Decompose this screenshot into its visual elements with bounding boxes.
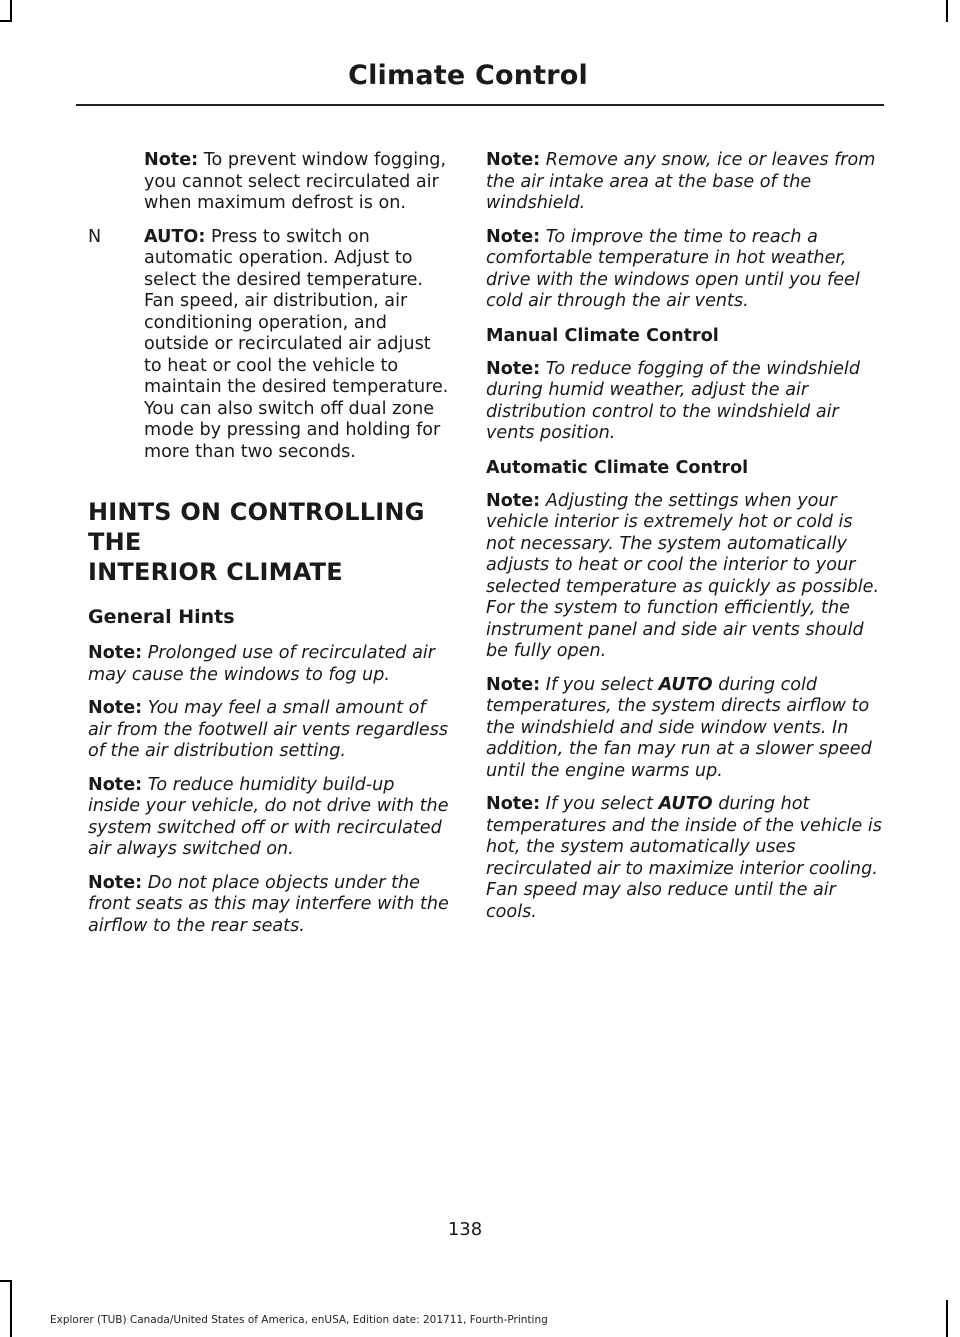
note-prolonged-recirculation xyxy=(88,643,450,686)
crop-mark-bottom-right-v xyxy=(946,1300,948,1337)
note-text: To reduce fogging of the windshield during humid weather, adjust the air distribution control to the windshield air vents position. xyxy=(486,358,860,443)
note-label: Note: xyxy=(486,490,541,511)
note-window-fogging xyxy=(88,150,450,215)
note-text: To reduce humidity build-up inside your vehicle, do not drive with the system switched off or with recirculated air always switched on. xyxy=(88,774,449,859)
note-text-pre: If you select xyxy=(540,794,659,814)
crop-mark-bottom-left-h xyxy=(0,1280,12,1282)
note-text: Do not place objects under the front seats as this may interfere with the airflow to the rear seats. xyxy=(88,872,449,936)
note-label: Note: xyxy=(486,674,541,695)
note-manual-fogging xyxy=(486,359,882,445)
section-heading xyxy=(88,497,450,587)
note-auto-settings xyxy=(486,491,882,663)
note-label: Note: xyxy=(88,643,143,663)
note-text: You may feel a small amount of air from the footwell air vents regardless of the air distribution setting. xyxy=(88,698,449,761)
note-footwell-air xyxy=(88,698,450,763)
page-number: 138 xyxy=(447,1219,483,1240)
note-text: Remove any snow, ice or leaves from the air intake area at the base of the windshield. xyxy=(486,150,876,213)
note-text: To improve the time to reach a comfortable temperature in hot weather, drive with the windows open until you feel cold air through the air vents. xyxy=(486,226,860,311)
edition-footer: Explorer (TUB) Canada/United States of America, enUSA, Edition date: 201711, Fourth-Printing xyxy=(50,1314,548,1326)
note-label: Note: xyxy=(144,150,199,170)
note-label: Note: xyxy=(88,698,143,718)
note-auto-hot xyxy=(486,794,882,923)
note-objects-under-seats xyxy=(88,873,450,938)
section-heading-line-2: INTERIOR CLIMATE xyxy=(88,558,343,586)
note-label: Note: xyxy=(486,226,541,247)
left-column xyxy=(88,150,450,949)
note-text: Adjusting the settings when your vehicle interior is extremely hot or cold is not necessary. The system automatically adjusts to heat or cool the interior to your selected temperature as quickly as possible. For the system to function efficiently, the instrument panel and side air vents should be fully open. xyxy=(486,490,880,661)
note-label: Note: xyxy=(88,872,143,893)
section-heading-line-1: HINTS ON CONTROLLING THE xyxy=(88,498,425,556)
header-divider xyxy=(76,104,884,106)
page-title: Climate Control xyxy=(348,60,588,91)
note-label: Note: xyxy=(486,358,541,379)
note-label: Note: xyxy=(486,150,541,170)
note-auto-cold xyxy=(486,675,882,783)
note-text: To prevent window fogging, you cannot select recirculated air when maximum defrost is on. xyxy=(144,150,447,213)
auto-description: Press to switch on automatic operation. Adjust to select the desired temperature. Fan speed, air distribution, air conditioning operation, and outside or recirculated air adjust to heat or cool the vehicle to maintain the desired temperature. You can also switch off dual zone mode by pressing and holding for more than two seconds. xyxy=(144,226,449,462)
automatic-climate-heading: Automatic Climate Control xyxy=(486,457,749,478)
note-text-post: during cold temperatures, the system directs airflow to the windshield and side window vents. In addition, the fan may run at a slower speed until the engine warms up. xyxy=(486,674,872,781)
right-column xyxy=(486,150,882,935)
note-label: Note: xyxy=(486,794,541,814)
note-text-post: during hot temperatures and the inside of the vehicle is hot, the system automatically uses recirculated air to maximize interior cooling. Fan speed may also reduce until the air cools. xyxy=(486,794,882,922)
crop-mark-bottom-left-v xyxy=(10,1280,12,1337)
general-hints-heading: General Hints xyxy=(88,606,235,628)
note-text: Prolonged use of recirculated air may cause the windows to fog up. xyxy=(88,643,435,685)
auto-keyword: AUTO xyxy=(658,794,713,814)
auto-keyword: AUTO xyxy=(658,674,713,695)
auto-button-symbol: N xyxy=(88,226,102,247)
note-humidity xyxy=(88,775,450,861)
crop-mark-top-right-v xyxy=(946,0,948,22)
manual-climate-heading: Manual Climate Control xyxy=(486,325,719,346)
auto-control-item xyxy=(88,227,450,464)
auto-label: AUTO: xyxy=(144,226,206,247)
note-hot-weather xyxy=(486,227,882,313)
note-label: Note: xyxy=(88,774,143,795)
note-text-pre: If you select xyxy=(540,674,659,695)
note-air-intake xyxy=(486,150,882,215)
crop-mark-top-left-h xyxy=(0,20,12,22)
crop-mark-top-left-v xyxy=(10,0,12,22)
